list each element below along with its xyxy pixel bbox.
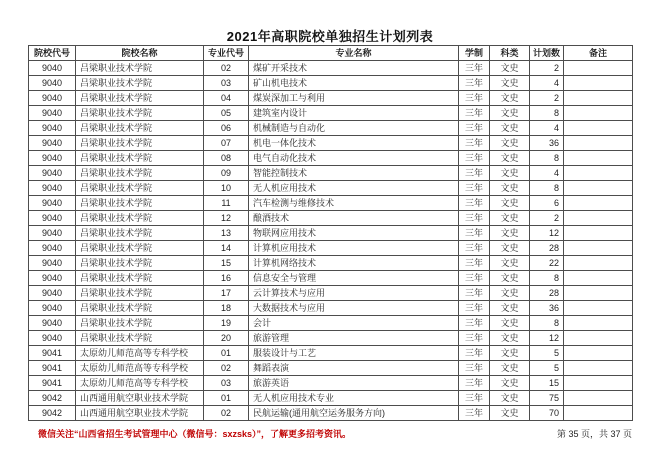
- college-name-cell: 吕梁职业技术学院: [76, 301, 204, 316]
- category-cell: 文史: [490, 196, 530, 211]
- category-cell: 文史: [490, 76, 530, 91]
- category-cell: 文史: [490, 151, 530, 166]
- duration-cell: 三年: [459, 91, 490, 106]
- note-cell: [564, 286, 633, 301]
- major-name-cell: 舞蹈表演: [249, 361, 459, 376]
- category-cell: 文史: [490, 376, 530, 391]
- table-row: [29, 211, 633, 226]
- major-name-cell: 物联网应用技术: [249, 226, 459, 241]
- college-code-cell: 9040: [29, 256, 76, 271]
- table-header-row: [29, 46, 633, 61]
- note-cell: [564, 241, 633, 256]
- table-row: [29, 271, 633, 286]
- category-cell: 文史: [490, 331, 530, 346]
- plan-count-cell: 36: [530, 301, 564, 316]
- duration-cell: 三年: [459, 331, 490, 346]
- college-name-cell: 太原幼儿师范高等专科学校: [76, 361, 204, 376]
- major-name-cell: 电气自动化技术: [249, 151, 459, 166]
- duration-cell: 三年: [459, 256, 490, 271]
- duration-cell: 三年: [459, 166, 490, 181]
- plan-count-cell: 15: [530, 376, 564, 391]
- note-cell: [564, 136, 633, 151]
- duration-cell: 三年: [459, 151, 490, 166]
- plan-count-cell: 4: [530, 166, 564, 181]
- major-code-cell: 01: [204, 391, 249, 406]
- college-code-cell: 9040: [29, 76, 76, 91]
- major-name-cell: 煤炭深加工与利用: [249, 91, 459, 106]
- wechat-notice-text: 微信关注“山西省招生考试管理中心（微信号：sxzsks）”，了解更多招考资讯。: [38, 429, 352, 439]
- major-name-cell: 无人机应用技术专业: [249, 391, 459, 406]
- college-code-cell: 9040: [29, 181, 76, 196]
- plan-count-cell: 75: [530, 391, 564, 406]
- category-cell: 文史: [490, 106, 530, 121]
- major-name-cell: 无人机应用技术: [249, 181, 459, 196]
- major-name-cell: 汽车检测与维修技术: [249, 196, 459, 211]
- college-name-cell: 山西通用航空职业技术学院: [76, 406, 204, 421]
- duration-cell: 三年: [459, 361, 490, 376]
- category-cell: 文史: [490, 346, 530, 361]
- table-row: [29, 91, 633, 106]
- header-note: 备注: [564, 46, 633, 61]
- major-code-cell: 16: [204, 271, 249, 286]
- category-cell: 文史: [490, 226, 530, 241]
- college-code-cell: 9041: [29, 376, 76, 391]
- plan-count-cell: 22: [530, 256, 564, 271]
- table-row: [29, 391, 633, 406]
- plan-count-cell: 5: [530, 346, 564, 361]
- major-name-cell: 智能控制技术: [249, 166, 459, 181]
- major-name-cell: 信息安全与管理: [249, 271, 459, 286]
- major-name-cell: 机械制造与自动化: [249, 121, 459, 136]
- note-cell: [564, 106, 633, 121]
- note-cell: [564, 181, 633, 196]
- college-name-cell: 吕梁职业技术学院: [76, 151, 204, 166]
- duration-cell: 三年: [459, 226, 490, 241]
- plan-count-cell: 70: [530, 406, 564, 421]
- table-row: [29, 376, 633, 391]
- college-name-cell: 吕梁职业技术学院: [76, 106, 204, 121]
- note-cell: [564, 346, 633, 361]
- note-cell: [564, 196, 633, 211]
- major-name-cell: 酿酒技术: [249, 211, 459, 226]
- college-code-cell: 9041: [29, 346, 76, 361]
- note-cell: [564, 256, 633, 271]
- duration-cell: 三年: [459, 316, 490, 331]
- major-code-cell: 01: [204, 346, 249, 361]
- page-title: 2021年高职院校单独招生计划列表: [226, 29, 434, 44]
- table-row: [29, 151, 633, 166]
- table-row: [29, 226, 633, 241]
- table-row: [29, 406, 633, 421]
- duration-cell: 三年: [459, 241, 490, 256]
- category-cell: 文史: [490, 256, 530, 271]
- note-cell: [564, 361, 633, 376]
- major-name-cell: 服装设计与工艺: [249, 346, 459, 361]
- category-cell: 文史: [490, 301, 530, 316]
- major-code-cell: 15: [204, 256, 249, 271]
- college-name-cell: 吕梁职业技术学院: [76, 91, 204, 106]
- header-college-code: 院校代号: [29, 46, 76, 61]
- duration-cell: 三年: [459, 301, 490, 316]
- duration-cell: 三年: [459, 61, 490, 76]
- college-code-cell: 9042: [29, 391, 76, 406]
- college-name-cell: 吕梁职业技术学院: [76, 316, 204, 331]
- header-major-code: 专业代号: [204, 46, 249, 61]
- plan-count-cell: 6: [530, 196, 564, 211]
- table-row: [29, 196, 633, 211]
- category-cell: 文史: [490, 166, 530, 181]
- major-name-cell: 计算机应用技术: [249, 241, 459, 256]
- college-code-cell: 9040: [29, 136, 76, 151]
- college-code-cell: 9040: [29, 316, 76, 331]
- college-name-cell: 吕梁职业技术学院: [76, 331, 204, 346]
- note-cell: [564, 301, 633, 316]
- major-code-cell: 19: [204, 316, 249, 331]
- plan-count-cell: 12: [530, 331, 564, 346]
- plan-count-cell: 8: [530, 106, 564, 121]
- table-row: [29, 316, 633, 331]
- table-row: [29, 346, 633, 361]
- major-code-cell: 02: [204, 361, 249, 376]
- college-name-cell: 吕梁职业技术学院: [76, 241, 204, 256]
- table-row: [29, 121, 633, 136]
- major-code-cell: 11: [204, 196, 249, 211]
- duration-cell: 三年: [459, 181, 490, 196]
- plan-count-cell: 28: [530, 241, 564, 256]
- table-row: [29, 106, 633, 121]
- college-code-cell: 9041: [29, 361, 76, 376]
- duration-cell: 三年: [459, 406, 490, 421]
- duration-cell: 三年: [459, 196, 490, 211]
- duration-cell: 三年: [459, 211, 490, 226]
- category-cell: 文史: [490, 136, 530, 151]
- duration-cell: 三年: [459, 286, 490, 301]
- college-name-cell: 吕梁职业技术学院: [76, 196, 204, 211]
- college-code-cell: 9040: [29, 106, 76, 121]
- college-code-cell: 9040: [29, 166, 76, 181]
- category-cell: 文史: [490, 271, 530, 286]
- major-code-cell: 02: [204, 406, 249, 421]
- college-name-cell: 吕梁职业技术学院: [76, 121, 204, 136]
- table-row: [29, 181, 633, 196]
- plan-count-cell: 28: [530, 286, 564, 301]
- note-cell: [564, 316, 633, 331]
- college-code-cell: 9040: [29, 121, 76, 136]
- major-name-cell: 建筑室内设计: [249, 106, 459, 121]
- note-cell: [564, 391, 633, 406]
- duration-cell: 三年: [459, 346, 490, 361]
- note-cell: [564, 61, 633, 76]
- category-cell: 文史: [490, 286, 530, 301]
- header-major-name: 专业名称: [249, 46, 459, 61]
- plan-count-cell: 12: [530, 226, 564, 241]
- duration-cell: 三年: [459, 76, 490, 91]
- major-code-cell: 03: [204, 376, 249, 391]
- plan-count-cell: 4: [530, 121, 564, 136]
- major-name-cell: 大数据技术与应用: [249, 301, 459, 316]
- major-name-cell: 旅游管理: [249, 331, 459, 346]
- note-cell: [564, 271, 633, 286]
- plan-count-cell: 2: [530, 211, 564, 226]
- college-code-cell: 9040: [29, 151, 76, 166]
- plan-count-cell: 4: [530, 76, 564, 91]
- table-row: [29, 61, 633, 76]
- major-code-cell: 06: [204, 121, 249, 136]
- college-name-cell: 吕梁职业技术学院: [76, 61, 204, 76]
- college-name-cell: 吕梁职业技术学院: [76, 286, 204, 301]
- header-duration: 学制: [459, 46, 490, 61]
- college-name-cell: 吕梁职业技术学院: [76, 136, 204, 151]
- major-code-cell: 05: [204, 106, 249, 121]
- college-name-cell: 吕梁职业技术学院: [76, 76, 204, 91]
- category-cell: 文史: [490, 61, 530, 76]
- category-cell: 文史: [490, 181, 530, 196]
- major-name-cell: 民航运输(通用航空运务服务方向): [249, 406, 459, 421]
- note-cell: [564, 76, 633, 91]
- page-number-indicator: 第 35 页，共 37 页: [556, 429, 632, 439]
- table-row: [29, 241, 633, 256]
- major-code-cell: 12: [204, 211, 249, 226]
- plan-count-cell: 5: [530, 361, 564, 376]
- duration-cell: 三年: [459, 271, 490, 286]
- duration-cell: 三年: [459, 106, 490, 121]
- plan-count-cell: 8: [530, 316, 564, 331]
- header-category: 科类: [490, 46, 530, 61]
- college-code-cell: 9040: [29, 196, 76, 211]
- table-row: [29, 166, 633, 181]
- plan-count-cell: 8: [530, 181, 564, 196]
- duration-cell: 三年: [459, 121, 490, 136]
- plan-count-cell: 2: [530, 91, 564, 106]
- note-cell: [564, 226, 633, 241]
- category-cell: 文史: [490, 406, 530, 421]
- category-cell: 文史: [490, 211, 530, 226]
- note-cell: [564, 91, 633, 106]
- table-row: [29, 136, 633, 151]
- major-name-cell: 旅游英语: [249, 376, 459, 391]
- college-code-cell: 9040: [29, 211, 76, 226]
- college-name-cell: 太原幼儿师范高等专科学校: [76, 346, 204, 361]
- college-code-cell: 9040: [29, 331, 76, 346]
- college-code-cell: 9040: [29, 61, 76, 76]
- college-name-cell: 吕梁职业技术学院: [76, 271, 204, 286]
- major-code-cell: 09: [204, 166, 249, 181]
- table-row: [29, 361, 633, 376]
- note-cell: [564, 331, 633, 346]
- major-code-cell: 10: [204, 181, 249, 196]
- major-code-cell: 17: [204, 286, 249, 301]
- major-code-cell: 18: [204, 301, 249, 316]
- college-code-cell: 9040: [29, 286, 76, 301]
- plan-count-cell: 2: [530, 61, 564, 76]
- college-code-cell: 9042: [29, 406, 76, 421]
- major-code-cell: 20: [204, 331, 249, 346]
- table-row: [29, 301, 633, 316]
- enrollment-plan-table: [28, 45, 633, 421]
- college-name-cell: 吕梁职业技术学院: [76, 181, 204, 196]
- college-name-cell: 吕梁职业技术学院: [76, 166, 204, 181]
- major-name-cell: 矿山机电技术: [249, 76, 459, 91]
- note-cell: [564, 406, 633, 421]
- table-row: [29, 331, 633, 346]
- plan-count-cell: 8: [530, 151, 564, 166]
- plan-count-cell: 36: [530, 136, 564, 151]
- duration-cell: 三年: [459, 391, 490, 406]
- major-code-cell: 02: [204, 61, 249, 76]
- table-row: [29, 256, 633, 271]
- note-cell: [564, 211, 633, 226]
- major-name-cell: 会计: [249, 316, 459, 331]
- table-row: [29, 76, 633, 91]
- major-name-cell: 计算机网络技术: [249, 256, 459, 271]
- plan-count-cell: 8: [530, 271, 564, 286]
- major-code-cell: 13: [204, 226, 249, 241]
- note-cell: [564, 151, 633, 166]
- major-name-cell: 煤矿开采技术: [249, 61, 459, 76]
- note-cell: [564, 121, 633, 136]
- note-cell: [564, 166, 633, 181]
- category-cell: 文史: [490, 91, 530, 106]
- major-code-cell: 14: [204, 241, 249, 256]
- major-code-cell: 03: [204, 76, 249, 91]
- college-code-cell: 9040: [29, 241, 76, 256]
- note-cell: [564, 376, 633, 391]
- college-name-cell: 山西通用航空职业技术学院: [76, 391, 204, 406]
- category-cell: 文史: [490, 241, 530, 256]
- category-cell: 文史: [490, 391, 530, 406]
- college-name-cell: 吕梁职业技术学院: [76, 211, 204, 226]
- college-code-cell: 9040: [29, 91, 76, 106]
- major-code-cell: 08: [204, 151, 249, 166]
- duration-cell: 三年: [459, 136, 490, 151]
- header-plan-count: 计划数: [530, 46, 564, 61]
- major-name-cell: 机电一体化技术: [249, 136, 459, 151]
- major-code-cell: 04: [204, 91, 249, 106]
- college-code-cell: 9040: [29, 301, 76, 316]
- header-college-name: 院校名称: [76, 46, 204, 61]
- college-name-cell: 吕梁职业技术学院: [76, 256, 204, 271]
- college-name-cell: 吕梁职业技术学院: [76, 226, 204, 241]
- category-cell: 文史: [490, 361, 530, 376]
- major-code-cell: 07: [204, 136, 249, 151]
- category-cell: 文史: [490, 316, 530, 331]
- table-row: [29, 286, 633, 301]
- category-cell: 文史: [490, 121, 530, 136]
- duration-cell: 三年: [459, 376, 490, 391]
- college-code-cell: 9040: [29, 271, 76, 286]
- major-name-cell: 云计算技术与应用: [249, 286, 459, 301]
- college-code-cell: 9040: [29, 226, 76, 241]
- college-name-cell: 太原幼儿师范高等专科学校: [76, 376, 204, 391]
